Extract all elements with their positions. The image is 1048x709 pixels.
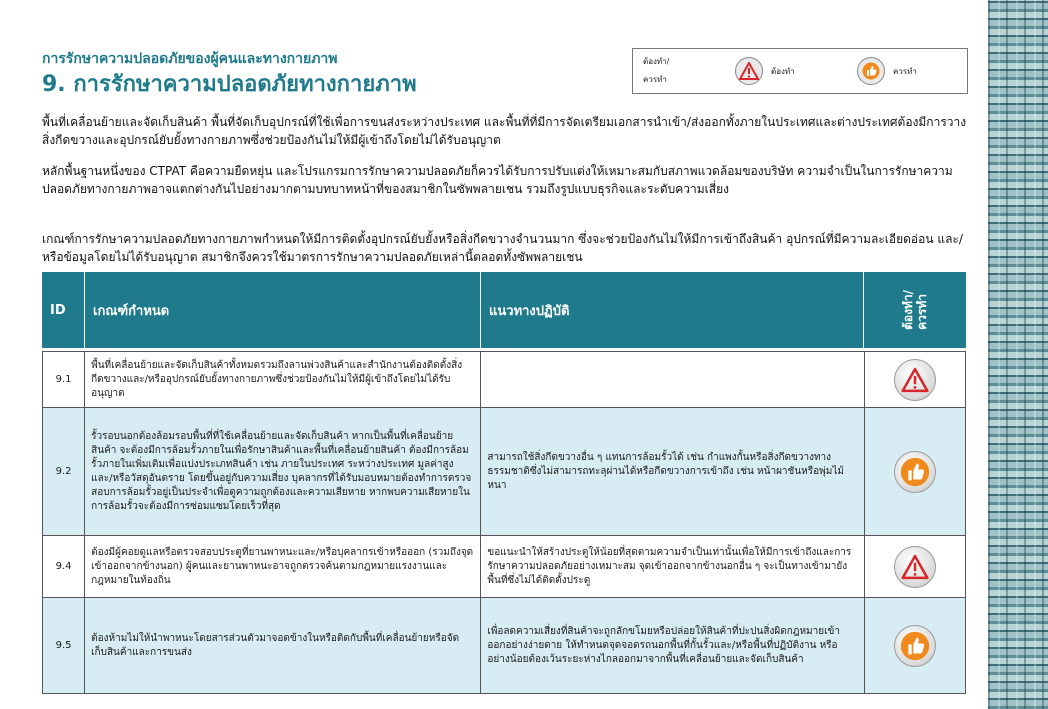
- table-header: [42, 272, 966, 348]
- row-guidance: สามารถใช้สิ่งกีดขวางอื่น ๆ แทนการล้อมรั้วได้ เช่น กำแพงกั้นหรือสิ่งกีดขวางทางธรรมชาติซึ่งไม่สามารถทะลุผ่านได้หรือกีดขวางการเข้าถึง เช่น หน้าผาชันหรือพุ่มไม้หนา: [481, 408, 864, 536]
- legend-heading-line1: ต้องทำ/: [643, 57, 670, 66]
- criteria-table: [42, 351, 966, 694]
- decorative-container-strip: [988, 0, 1048, 709]
- table-row: [43, 598, 966, 694]
- intro-paragraph-2: หลักพื้นฐานหนึ่งของ CTPAT คือความยืดหยุ่น และโปรแกรมการรักษาความปลอดภัยก็ควรได้รับการปรับแต่งให้เหมาะสมกับสภาพแวดล้อมของบริษัท ความจำเป็นในการรักษาความปลอดภัยทางกายภาพอาจแตกต่างกันไปอย่างมากตามบทบาทหน้าที่ของสมาชิกในซัพพลายเชน รวมถึงรูปแบบธุรกิจและระดับความเสี่ยง: [42, 164, 953, 196]
- row-status: [864, 536, 965, 598]
- row-criteria: พื้นที่เคลื่อนย้ายและจัดเก็บสินค้าทั้งหมดรวมถึงลานพ่วงสินค้าและสำนักงานต้องติดตั้งสิ่งกีดขวางและ/หรืออุปกรณ์ยับยั้งทางกายภาพซึ่งช่วยป้องกันไม่ให้มีผู้เข้าถึงโดยไม่ได้รับอนุญาต: [85, 352, 481, 408]
- legend-must-label: ต้องทำ: [771, 66, 795, 76]
- page-title: 9. การรักษาความปลอดภัยทางกายภาพ: [42, 72, 417, 97]
- row-id: 9.1: [43, 352, 85, 408]
- thumbs-up-icon: [857, 57, 885, 85]
- column-header-id: ID: [42, 272, 85, 348]
- row-id: 9.5: [43, 598, 85, 694]
- table-row: [43, 352, 966, 408]
- row-status: [864, 598, 965, 694]
- legend-should-label: ควรทำ: [893, 66, 917, 76]
- warning-icon: [894, 546, 936, 588]
- column-header-guidance: แนวทางปฏิบัติ: [481, 272, 864, 348]
- thumbs-up-icon: [894, 625, 936, 667]
- legend-box: [632, 48, 968, 94]
- section-subtitle: การรักษาความปลอดภัยของผู้คนและทางกายภาพ: [42, 51, 338, 67]
- row-id: 9.2: [43, 408, 85, 536]
- legend-heading: [633, 53, 695, 89]
- legend-must: [695, 57, 835, 85]
- row-status: [864, 408, 965, 536]
- legend-heading-line2: ควรทำ: [643, 75, 667, 84]
- column-header-must-line1: ต้องทำ/: [901, 290, 915, 330]
- table-row: [43, 408, 966, 536]
- row-criteria: ต้องมีผู้คอยดูแลหรือตรวจสอบประตูที่ยานพาหนะและ/หรือบุคลากรเข้าหรือออก (รวมถึงจุดเข้าออกจากข้างนอก) ผู้คนและยานพาหนะอาจถูกตรวจค้นตามกฎหมายแรงงานและกฎหมายในท้องถิ่น: [85, 536, 481, 598]
- intro-paragraph-3: เกณฑ์การรักษาความปลอดภัยทางกายภาพกำหนดให้มีการติดตั้งอุปกรณ์ยับยั้งหรือสิ่งกีดขวางจำนวนมาก ซึ่งจะช่วยป้องกันไม่ให้มีการเข้าถึงสินค้า อุปกรณ์ที่มีความละเอียดอ่อน และ/หรือข้อมูลโดยไม่ได้รับอนุญาต สมาชิกจึงควรใช้มาตรการรักษาความปลอดภัยเหล่านี้ตลอดทั้งซัพพลายเชน: [42, 232, 963, 264]
- intro-paragraph-1: พื้นที่เคลื่อนย้ายและจัดเก็บสินค้า พื้นที่จัดเก็บอุปกรณ์ที่ใช้เพื่อการขนส่งระหว่างประเทศ และพื้นที่ที่มีการจัดเตรียมเอกสารนำเข้า/ส่งออกทั้งภายในประเทศและต่างประเทศต้องมีการวางสิ่งกีดขวางและอุปกรณ์ยับยั้งทางกายภาพซึ่งช่วยป้องกันไม่ให้มีผู้เข้าถึงโดยไม่ได้รับอนุญาต: [42, 115, 967, 147]
- row-id: 9.4: [43, 536, 85, 598]
- legend-should: [835, 57, 965, 85]
- row-criteria: ต้องห้ามไม่ให้นำพาหนะโดยสารส่วนตัวมาจอดข้างในหรือติดกับพื้นที่เคลื่อนย้ายหรือจัดเก็บสินค้าและการขนส่ง: [85, 598, 481, 694]
- column-header-must-should: [864, 272, 966, 348]
- row-guidance: ขอแนะนำให้สร้างประตูให้น้อยที่สุดตามความจำเป็นเท่านั้นเพื่อให้มีการเข้าถึงและการรักษาความปลอดภัยอย่างเหมาะสม จุดเข้าออกจากข้างนอกอื่น ๆ จะเป็นทางเข้ามายังพื้นที่ซึ่งไม่ได้ติดตั้งประตู: [481, 536, 864, 598]
- thumbs-up-icon: [894, 451, 936, 493]
- column-header-criteria: เกณฑ์กำหนด: [85, 272, 481, 348]
- row-status: [864, 352, 965, 408]
- row-guidance: เพื่อลดความเสี่ยงที่สินค้าจะถูกลักขโมยหรือปล่อยให้สินค้าที่ปะปนสิ่งผิดกฎหมายเข้าออกอย่างง่ายดาย ให้ทำหนดจุดจอดรถนอกพื้นที่กั้นรั้วและ/หรือพื้นที่ปฏิบัติงาน หรืออย่างน้อยต้องเว้นระยะห่างไกลออกมาจากพื้นที่เคลื่อนย้ายและจัดเก็บสินค้า: [481, 598, 864, 694]
- row-criteria: รั้วรอบนอกต้องล้อมรอบพื้นที่ที่ใช้เคลื่อนย้ายและจัดเก็บสินค้า หากเป็นพื้นที่เคลื่อนย้ายสินค้า จะต้องมีการล้อมรั้วภายในเพื่อรักษาสินค้าและพื้นที่เคลื่อนย้ายสินค้า ต้องมีการล้อมรั้วภายในเพิ่มเติมเพื่อแบ่งประเภทสินค้า เช่น ภายในประเทศ ระหว่างประเทศ มูลค่าสูง และ/หรือวัสดุอันตราย โดยขึ้นอยู่กับความเสี่ยง บุคลากรที่ได้รับมอบหมายต้องทำการตรวจสอบการล้อมรั้วอยู่เป็นประจำเพื่อดูความถูกต้องและความเสียหาย หากพบความเสียหายในการล้อมรั้วจะต้องมีการซ่อมแซมโดยเร็วที่สุด: [85, 408, 481, 536]
- table-row: [43, 536, 966, 598]
- column-header-must-line2: ควรทำ: [915, 294, 929, 330]
- row-guidance: [481, 352, 864, 408]
- warning-icon: [894, 359, 936, 401]
- warning-icon: [735, 57, 763, 85]
